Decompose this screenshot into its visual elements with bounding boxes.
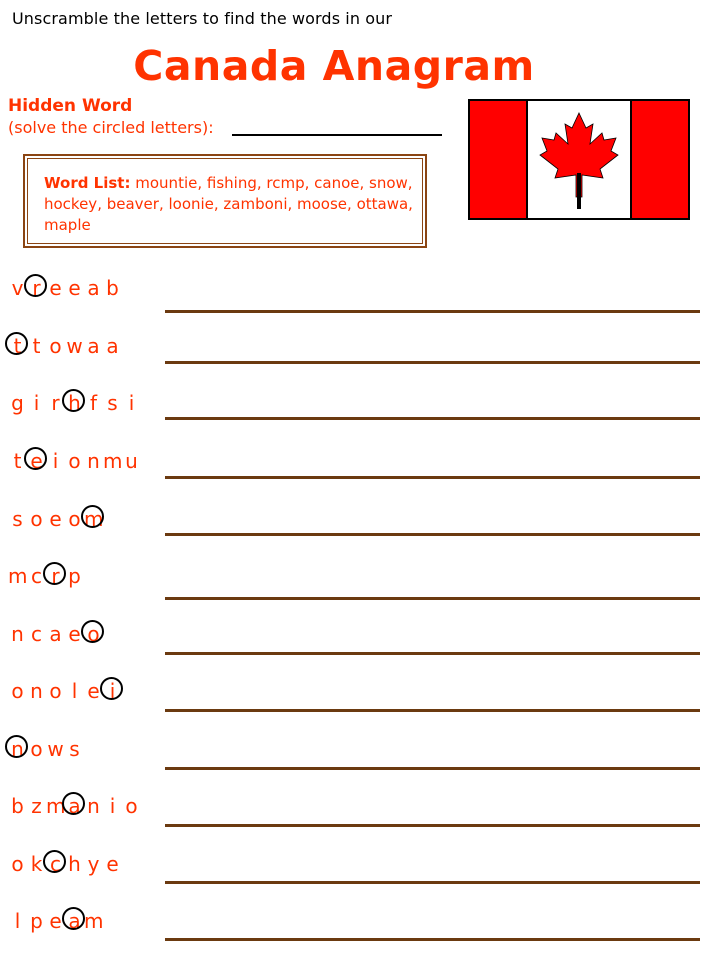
letter: e: [87, 679, 100, 703]
letter: a: [87, 276, 100, 300]
scrambled-letters: [8, 679, 122, 703]
letter: w: [47, 737, 64, 761]
hidden-word-label: Hidden Word: [8, 96, 133, 116]
answer-line[interactable]: [165, 476, 700, 479]
letter: c: [31, 564, 42, 588]
letter: s: [12, 507, 23, 531]
hidden-word-instruction: (solve the circled letters):: [8, 118, 214, 137]
flag-left-bar: [470, 101, 528, 218]
letter: b: [106, 276, 119, 300]
word-list-label: Word List:: [44, 174, 131, 192]
puzzle-row: [0, 737, 718, 795]
letter: m: [8, 564, 28, 588]
letter: i: [109, 794, 116, 818]
letter: o: [68, 449, 81, 473]
letter: e: [49, 909, 62, 933]
letter: s: [69, 737, 80, 761]
scrambled-letters: [8, 276, 122, 300]
answer-line[interactable]: [165, 652, 700, 655]
letter: a: [87, 334, 100, 358]
circled-letter: r: [46, 564, 65, 588]
letter: a: [49, 622, 62, 646]
puzzle-row: [0, 794, 718, 852]
scrambled-letters: [8, 737, 84, 761]
hidden-word-answer-line[interactable]: [232, 134, 442, 136]
letter: m: [103, 449, 123, 473]
word-list-box: [23, 154, 427, 248]
letter: p: [30, 909, 43, 933]
circled-letter: r: [27, 276, 46, 300]
letter: h: [68, 852, 81, 876]
letter: p: [68, 564, 81, 588]
letter: f: [89, 391, 98, 415]
answer-line[interactable]: [165, 938, 700, 941]
answer-line[interactable]: [165, 709, 700, 712]
answer-line[interactable]: [165, 361, 700, 364]
letter: u: [125, 449, 138, 473]
letter: a: [106, 334, 119, 358]
letter: i: [128, 391, 135, 415]
letter: n: [11, 622, 24, 646]
word-list-content: [27, 158, 423, 244]
circled-letter: o: [84, 622, 103, 646]
letter: i: [52, 449, 59, 473]
answer-line[interactable]: [165, 310, 700, 313]
scrambled-letters: [8, 622, 103, 646]
scrambled-letters: [8, 449, 141, 473]
letter: e: [68, 622, 81, 646]
page-title: Canada Anagram: [133, 42, 535, 90]
puzzle-row: [0, 564, 718, 622]
answer-line[interactable]: [165, 881, 700, 884]
letter: t: [32, 334, 41, 358]
letter: z: [31, 794, 42, 818]
letter: g: [11, 391, 24, 415]
scrambled-letters: [8, 909, 103, 933]
letter: s: [107, 391, 118, 415]
letter: v: [11, 276, 24, 300]
letter: o: [125, 794, 138, 818]
circled-letter: t: [8, 334, 27, 358]
circled-letter: n: [8, 737, 27, 761]
circled-letter: a: [65, 909, 84, 933]
scrambled-letters: [8, 507, 103, 531]
answer-line[interactable]: [165, 417, 700, 420]
letter: o: [68, 507, 81, 531]
puzzle-row: [0, 391, 718, 449]
letter: r: [51, 391, 60, 415]
letter: t: [13, 449, 22, 473]
answer-line[interactable]: [165, 824, 700, 827]
letter: i: [33, 391, 40, 415]
letter: o: [49, 334, 62, 358]
letter: e: [106, 852, 119, 876]
canada-flag: [468, 99, 690, 220]
letter: n: [87, 794, 100, 818]
letter: b: [11, 794, 24, 818]
word-list-words: mountie, fishing, rcmp, canoe, snow, hockey, beaver, loonie, zamboni, moose, ottawa, maple: [44, 174, 413, 234]
letter: e: [49, 276, 62, 300]
scrambled-letters: [8, 391, 141, 415]
scrambled-letters: [8, 564, 84, 588]
circled-letter: i: [103, 679, 122, 703]
scrambled-letters: [8, 794, 141, 818]
puzzle-row: [0, 622, 718, 680]
circled-letter: h: [65, 391, 84, 415]
letter: l: [14, 909, 21, 933]
letter: o: [30, 507, 43, 531]
letter: w: [66, 334, 83, 358]
flag-right-bar: [630, 101, 688, 218]
letter: e: [68, 276, 81, 300]
circled-letter: m: [84, 507, 104, 531]
circled-letter: c: [46, 852, 65, 876]
letter: m: [46, 794, 66, 818]
letter: o: [49, 679, 62, 703]
answer-line[interactable]: [165, 597, 700, 600]
letter: o: [30, 737, 43, 761]
circled-letter: e: [27, 449, 46, 473]
scrambled-letters: [8, 852, 122, 876]
letter: n: [30, 679, 43, 703]
letter: c: [31, 622, 42, 646]
letter: o: [11, 679, 24, 703]
answer-line[interactable]: [165, 767, 700, 770]
letter: n: [87, 449, 100, 473]
scrambled-letters: [8, 334, 122, 358]
letter: m: [84, 909, 104, 933]
letter: k: [30, 852, 43, 876]
puzzle-row: [0, 507, 718, 565]
circled-letter: a: [65, 794, 84, 818]
maple-leaf-icon: [536, 111, 622, 211]
puzzle-row: [0, 679, 718, 737]
puzzle-row: [0, 276, 718, 334]
letter: y: [87, 852, 100, 876]
letter: l: [71, 679, 78, 703]
letter: e: [49, 507, 62, 531]
answer-line[interactable]: [165, 533, 700, 536]
instructions-text: Unscramble the letters to find the words in our: [12, 9, 393, 28]
letter: o: [11, 852, 24, 876]
